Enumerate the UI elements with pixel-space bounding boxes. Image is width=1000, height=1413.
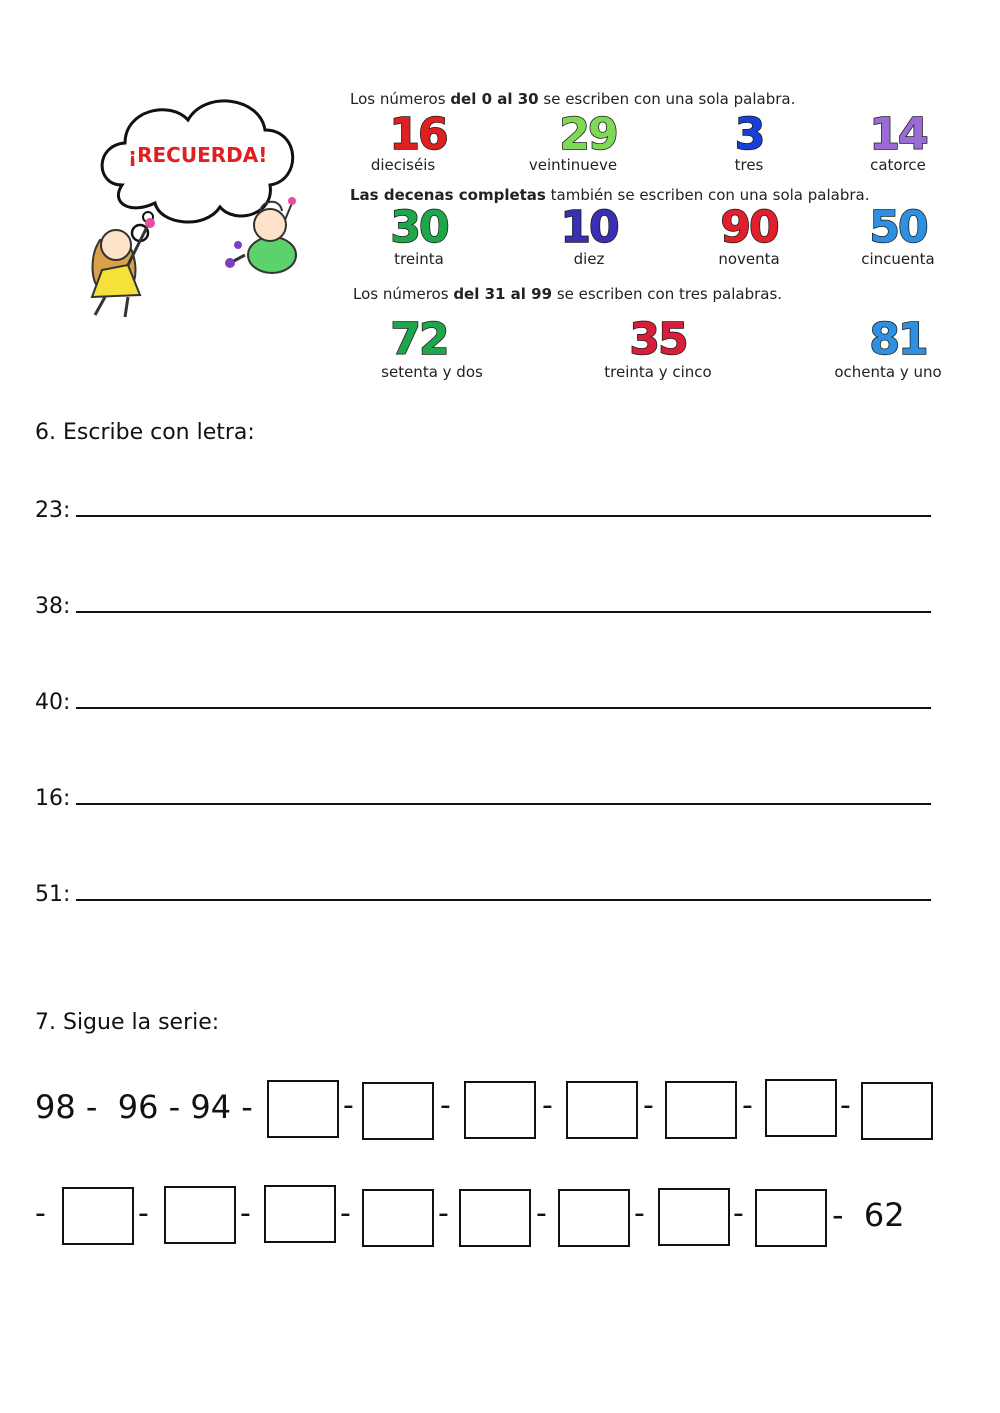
rule-1-pre: Los números — [350, 90, 451, 108]
write-row-label: 40: — [35, 690, 71, 715]
dash-separator: - — [440, 1088, 451, 1123]
write-row-blank[interactable] — [76, 895, 931, 901]
example-number: 90 — [720, 202, 778, 253]
example-number: 72 — [390, 314, 448, 365]
write-row[interactable] — [35, 786, 931, 811]
answer-box[interactable] — [464, 1081, 536, 1139]
recuerda-text: ¡RECUERDA! — [128, 143, 268, 167]
rule-1-text — [350, 90, 795, 108]
rule-3-post: se escriben con tres palabras. — [552, 285, 783, 303]
answer-box[interactable] — [558, 1189, 630, 1247]
girl-figure-icon — [92, 218, 155, 317]
write-row-blank[interactable] — [76, 703, 931, 709]
recuerda-illustration — [70, 85, 310, 325]
dash-separator: - — [733, 1196, 744, 1231]
example-word: setenta y dos — [381, 363, 483, 381]
example-number: 35 — [629, 314, 687, 365]
write-row-label: 23: — [35, 498, 71, 523]
write-row[interactable] — [35, 882, 931, 907]
dash-separator: - — [840, 1088, 851, 1123]
example-word: diez — [573, 250, 605, 268]
thought-cloud-icon — [70, 85, 310, 325]
answer-box[interactable] — [267, 1080, 339, 1138]
answer-box[interactable] — [755, 1189, 827, 1247]
write-row-label: 51: — [35, 882, 71, 907]
dash-separator: - — [340, 1196, 351, 1231]
rule-2-post: también se escriben con una sola palabra. — [545, 186, 870, 204]
answer-box[interactable] — [459, 1189, 531, 1247]
example-word: ochenta y uno — [834, 363, 942, 381]
answer-box[interactable] — [665, 1081, 737, 1139]
example-word: noventa — [718, 250, 780, 268]
write-row-blank[interactable] — [76, 511, 931, 517]
example-number: 30 — [390, 202, 448, 253]
rule-2-bold: Las decenas completas — [350, 186, 546, 204]
example-word: veintinueve — [528, 156, 618, 174]
dash-separator: - — [643, 1088, 654, 1123]
example-number: 16 — [389, 109, 447, 160]
write-row[interactable] — [35, 498, 931, 523]
example-number: 3 — [734, 109, 764, 160]
sequence-number: 94 — [190, 1088, 232, 1126]
sequence-start: 98 - 96 - 94 - — [35, 1088, 253, 1126]
answer-box[interactable] — [164, 1186, 236, 1244]
answer-box[interactable] — [264, 1185, 336, 1243]
example-number: 29 — [559, 109, 617, 160]
dash-separator: - — [542, 1088, 553, 1123]
write-row[interactable] — [35, 594, 931, 619]
answer-box[interactable] — [566, 1081, 638, 1139]
sequence-number: 98 — [35, 1088, 76, 1126]
example-number: 81 — [869, 314, 927, 365]
rule-1-bold: del 0 al 30 — [450, 90, 539, 108]
answer-box[interactable] — [362, 1082, 434, 1140]
answer-box[interactable] — [362, 1189, 434, 1247]
dash-separator: - — [240, 1196, 251, 1231]
dash-separator: - — [536, 1196, 547, 1231]
example-number: 14 — [869, 109, 927, 160]
write-row-blank[interactable] — [76, 799, 931, 805]
dash-separator: - — [634, 1196, 645, 1231]
rule-3-pre: Los números — [353, 285, 454, 303]
write-row-label: 38: — [35, 594, 71, 619]
exercise-6-title: 6. Escribe con letra: — [35, 420, 255, 445]
rule-3-bold: del 31 al 99 — [453, 285, 553, 303]
sequence-number: 62 — [863, 1196, 905, 1234]
sequence-number: 96 — [117, 1088, 159, 1126]
example-word: catorce — [870, 156, 926, 174]
answer-box[interactable] — [861, 1082, 933, 1140]
example-number: 50 — [869, 202, 927, 253]
answer-box[interactable] — [658, 1188, 730, 1246]
sequence-end: - 62 — [832, 1196, 905, 1234]
write-row-blank[interactable] — [76, 607, 931, 613]
example-word: dieciséis — [370, 156, 436, 174]
example-number: 10 — [560, 202, 618, 253]
dash-separator: - — [742, 1088, 753, 1123]
rule-1-post: se escriben con una sola palabra. — [538, 90, 796, 108]
dash-separator: - — [343, 1088, 354, 1123]
example-word: cincuenta — [861, 250, 935, 268]
rule-3-text — [353, 285, 782, 303]
dash-separator: - — [138, 1196, 149, 1231]
example-word: treinta — [394, 250, 444, 268]
exercise-7-title: 7. Sigue la serie: — [35, 1010, 220, 1035]
example-word: tres — [734, 156, 764, 174]
write-row[interactable] — [35, 690, 931, 715]
example-word: treinta y cinco — [604, 363, 712, 381]
dash-separator: - — [438, 1196, 449, 1231]
answer-box[interactable] — [62, 1187, 134, 1245]
answer-box[interactable] — [765, 1079, 837, 1137]
dash-separator: - — [35, 1196, 46, 1231]
write-row-label: 16: — [35, 786, 71, 811]
